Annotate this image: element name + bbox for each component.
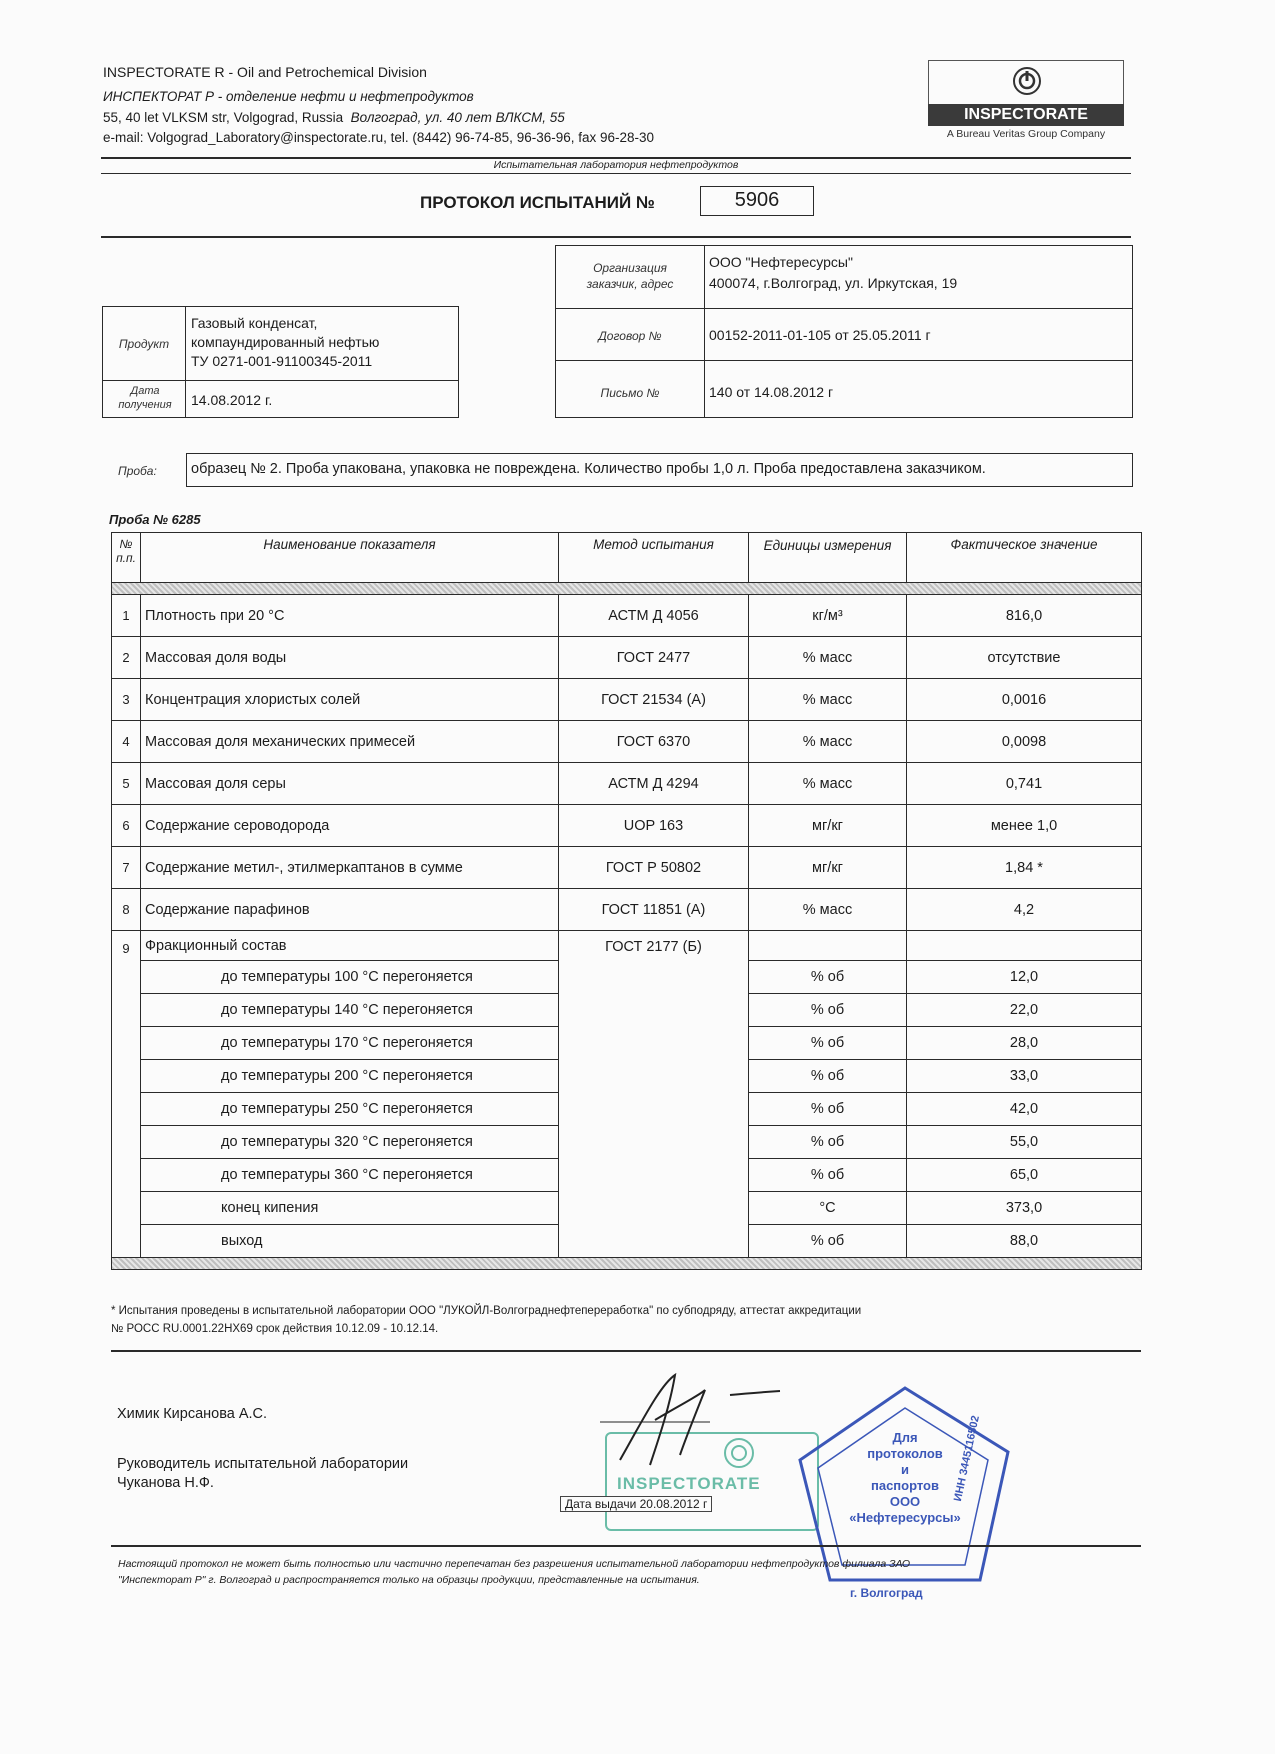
issue-date: Дата выдачи 20.08.2012 г: [560, 1496, 712, 1512]
fraction-value: 42,0: [907, 1093, 1142, 1126]
fraction-units: % об: [749, 1159, 907, 1192]
protocol-number: 5906: [700, 186, 814, 216]
lab-name: Испытательная лаборатория нефтепродуктов: [493, 159, 739, 171]
table-row: [112, 595, 1142, 637]
header-address-en: 55, 40 let VLKSM str, Volgograd, Russia: [103, 110, 344, 125]
header-contacts: e-mail: Volgograd_Laboratory@inspectorate.ru, tel. (8442) 96-74-85, 96-36-96, fax 96-28-30: [103, 130, 655, 145]
row-method: ГОСТ 2177 (Б): [559, 931, 749, 1258]
row-method: АСТМ Д 4056: [559, 595, 749, 637]
row-name: Содержание метил-, этилмеркаптанов в сумме: [141, 847, 559, 889]
row-name: Массовая доля механических примесей: [141, 721, 559, 763]
col-value: Фактическое значение: [907, 533, 1142, 583]
row-value: менее 1,0: [907, 805, 1142, 847]
row-name: Содержание сероводорода: [141, 805, 559, 847]
fraction-value: 65,0: [907, 1159, 1142, 1192]
row-number: 1: [112, 595, 141, 637]
row-units: [749, 931, 907, 961]
table-row: [112, 679, 1142, 721]
row-value: 0,0016: [907, 679, 1142, 721]
footnote-line-2: № РОСС RU.0001.22НХ69 срок действия 10.12.09 - 10.12.14.: [111, 1323, 439, 1335]
table-row: [112, 721, 1142, 763]
row-units: % масс: [749, 637, 907, 679]
row-number: 9: [112, 931, 141, 1258]
fraction-units: % об: [749, 1126, 907, 1159]
fraction-name: выход: [141, 1225, 559, 1258]
protocol-title: ПРОТОКОЛ ИСПЫТАНИЙ №: [420, 193, 655, 212]
stamp-city: г. Волгоград: [850, 1586, 923, 1600]
row-number: 2: [112, 637, 141, 679]
col-method: Метод испытания: [559, 533, 749, 583]
head-title: Руководитель испытательной лаборатории: [117, 1456, 409, 1472]
green-stamp-text: INSPECTORATE: [617, 1474, 761, 1493]
contract-label: Договор №: [598, 329, 662, 343]
product-label: Продукт: [118, 337, 170, 351]
row-name: Массовая доля воды: [141, 637, 559, 679]
table-row: [112, 805, 1142, 847]
org-label: Организация заказчик, адрес: [586, 261, 674, 291]
row-units: мг/кг: [749, 805, 907, 847]
row-value: [907, 931, 1142, 961]
fraction-name: до температуры 100 °С перегоняется: [141, 961, 559, 994]
fraction-units: % об: [749, 1093, 907, 1126]
table-row: [112, 931, 1142, 961]
fraction-name: конец кипения: [141, 1192, 559, 1225]
row-number: 5: [112, 763, 141, 805]
row-name: Плотность при 20 °С: [141, 595, 559, 637]
sample-number: Проба № 6285: [109, 512, 201, 527]
stamp-line-5: ООО: [889, 1494, 921, 1509]
footnote-line-1: * Испытания проведены в испытательной лаборатории ООО "ЛУКОЙЛ-Волгограднефтепереработка" по субподряду, аттестат аккредитации: [111, 1305, 862, 1317]
results-table: [111, 532, 1142, 1270]
fraction-units: % об: [749, 994, 907, 1027]
row-number: 8: [112, 889, 141, 931]
header-line-en: INSPECTORATE R - Oil and Petrochemical Division: [103, 64, 427, 80]
head-name: Чуканова Н.Ф.: [117, 1475, 214, 1491]
results-body: [112, 595, 1142, 1270]
stamp-line-1: Для: [892, 1430, 918, 1445]
disclaimer-rule: [111, 1545, 1141, 1547]
col-num: № п.п.: [112, 533, 141, 583]
col-name: Наименование показателя: [141, 533, 559, 583]
sample-value: образец № 2. Проба упакована, упаковка не повреждена. Количество пробы 1,0 л. Проба предоставлена заказчиком.: [191, 461, 986, 477]
row-method: ГОСТ 11851 (А): [559, 889, 749, 931]
header-address: [103, 109, 565, 126]
fraction-units: % об: [749, 1060, 907, 1093]
fraction-name: до температуры 170 °С перегоняется: [141, 1027, 559, 1060]
row-method: ГОСТ 2477: [559, 637, 749, 679]
stamp-line-6: «Нефтересурсы»: [849, 1510, 961, 1525]
row-value: 0,741: [907, 763, 1142, 805]
contract-value: 00152-2011-01-105 от 25.05.2011 г: [709, 327, 931, 343]
row-number: 4: [112, 721, 141, 763]
row-units: % масс: [749, 763, 907, 805]
table-row: [112, 847, 1142, 889]
row-units: % масс: [749, 721, 907, 763]
product-box: [102, 306, 459, 418]
fraction-value: 55,0: [907, 1126, 1142, 1159]
row-method: ГОСТ 21534 (А): [559, 679, 749, 721]
header-rule-2: [101, 173, 1131, 174]
row-number: 7: [112, 847, 141, 889]
row-method: АСТМ Д 4294: [559, 763, 749, 805]
org-name: ООО "Нефтересурсы": [709, 254, 853, 270]
fraction-units: % об: [749, 961, 907, 994]
date-label: Дата получения: [118, 385, 172, 411]
fraction-units: % об: [749, 1225, 907, 1258]
disclaimer-line-1: Настоящий протокол не может быть полностью или частично перепечатан без разрешения испытательной лаборатории нефтепродуктов филиала ЗАО: [118, 1558, 911, 1570]
stamp-line-3: и: [901, 1462, 909, 1477]
fraction-value: 88,0: [907, 1225, 1142, 1258]
footnote-rule: [111, 1350, 1141, 1352]
sample-box: [186, 453, 1133, 487]
fraction-name: до температуры 140 °С перегоняется: [141, 994, 559, 1027]
sample-label: Проба:: [118, 464, 157, 478]
letter-label: Письмо №: [600, 386, 660, 400]
title-rule: [101, 236, 1131, 238]
fraction-value: 28,0: [907, 1027, 1142, 1060]
table-header-row: [112, 533, 1142, 583]
row-value: 4,2: [907, 889, 1142, 931]
row-name: Содержание парафинов: [141, 889, 559, 931]
fraction-name: до температуры 250 °С перегоняется: [141, 1093, 559, 1126]
row-units: % масс: [749, 679, 907, 721]
row-units: % масс: [749, 889, 907, 931]
org-address: 400074, г.Волгоград, ул. Иркутская, 19: [709, 275, 958, 291]
product-line-3: ТУ 0271-001-91100345-2011: [191, 353, 373, 369]
row-number: 3: [112, 679, 141, 721]
fraction-name: до температуры 320 °С перегоняется: [141, 1126, 559, 1159]
fraction-value: 33,0: [907, 1060, 1142, 1093]
table-row: [112, 637, 1142, 679]
row-name: Массовая доля серы: [141, 763, 559, 805]
header-line-ru: ИНСПЕКТОРАТ Р - отделение нефти и нефтепродуктов: [103, 89, 474, 104]
row-number: 6: [112, 805, 141, 847]
product-line-1: Газовый конденсат,: [191, 315, 318, 331]
chemist-signature-line: Химик Кирсанова А.С.: [117, 1406, 268, 1422]
footer-hatch: [112, 1258, 1142, 1270]
row-value: 816,0: [907, 595, 1142, 637]
header-hatch: [112, 583, 1142, 595]
fraction-value: 373,0: [907, 1192, 1142, 1225]
col-units: Единицы измерения: [749, 533, 907, 583]
fraction-name: до температуры 360 °С перегоняется: [141, 1159, 559, 1192]
disclaimer-line-2: "Инспекторат Р" г. Волгоград и распространяется только на образцы продукции, представленные на испытания.: [118, 1574, 700, 1586]
row-value: 0,0098: [907, 721, 1142, 763]
table-row: [112, 889, 1142, 931]
product-line-2: компаундированный нефтью: [191, 334, 380, 350]
logo-tagline: A Bureau Veritas Group Company: [946, 128, 1106, 140]
row-value: отсутствие: [907, 637, 1142, 679]
date-value: 14.08.2012 г.: [191, 392, 273, 408]
stamp-inn: ИНН 3445116502: [952, 1414, 982, 1503]
stamp-line-4: паспортов: [870, 1478, 939, 1493]
row-units: кг/м³: [749, 595, 907, 637]
inspectorate-emblem-icon: [1012, 66, 1042, 96]
fraction-value: 22,0: [907, 994, 1142, 1027]
row-units: мг/кг: [749, 847, 907, 889]
header-address-ru: Волгоград, ул. 40 лет ВЛКСМ, 55: [350, 110, 565, 125]
fraction-value: 12,0: [907, 961, 1142, 994]
row-value: 1,84 *: [907, 847, 1142, 889]
row-method: ГОСТ 6370: [559, 721, 749, 763]
letter-value: 140 от 14.08.2012 г: [709, 384, 834, 400]
fraction-units: % об: [749, 1027, 907, 1060]
row-name: Фракционный состав: [141, 931, 559, 961]
signature-scribble: [600, 1365, 800, 1475]
client-box: [555, 245, 1133, 418]
logo-wordmark: INSPECTORATE: [928, 104, 1124, 126]
row-name: Концентрация хлористых солей: [141, 679, 559, 721]
row-method: UOP 163: [559, 805, 749, 847]
row-method: ГОСТ Р 50802: [559, 847, 749, 889]
table-row: [112, 763, 1142, 805]
fraction-name: до температуры 200 °С перегоняется: [141, 1060, 559, 1093]
inspectorate-logo: [928, 60, 1126, 145]
stamp-line-2: протоколов: [867, 1446, 943, 1461]
fraction-units: °С: [749, 1192, 907, 1225]
